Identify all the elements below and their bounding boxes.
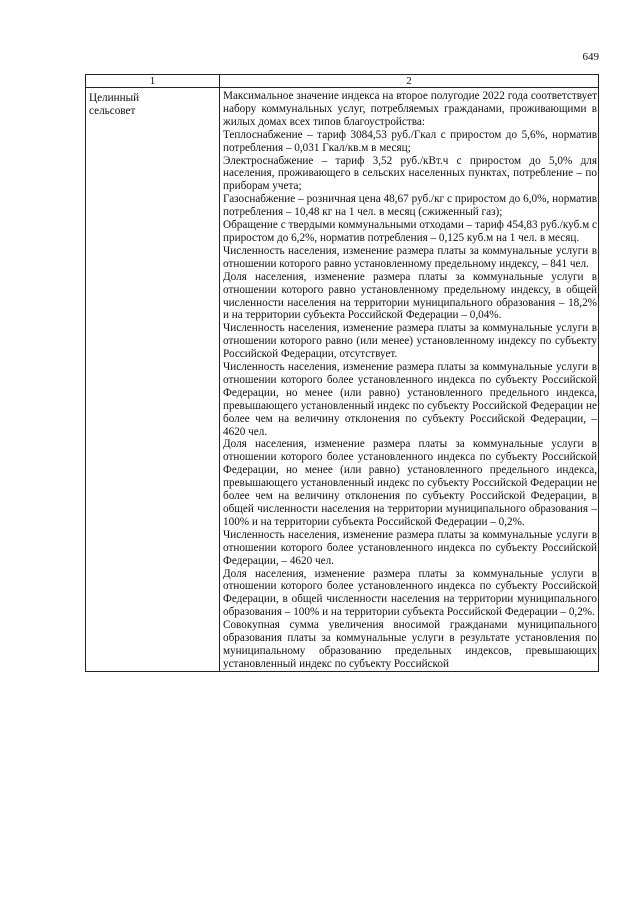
paragraph-electricity: Электроснабжение – тариф 3,52 руб./кВт.ч с приростом до 5,0% для населения, проживающего в сельских населенных пунктах, потребление – по приборам учета; <box>223 154 597 193</box>
column-header-1: 1 <box>86 75 220 88</box>
description-cell <box>220 88 599 672</box>
municipality-name-line-1: Целинный <box>89 92 140 104</box>
municipality-name-line-2: сельсовет <box>89 105 136 117</box>
table-row <box>86 88 599 672</box>
paragraph-share-equal: Доля населения, изменение размера платы за коммунальные услуги в отношении которого равно установленному предельному индексу, в общей численности населения на территории муниципального образования – 18,2% и на территории субъекта Российской Федерации – 0,04%. <box>223 270 597 322</box>
column-header-2: 2 <box>220 75 599 88</box>
paragraph-index-intro: Максимальное значение индекса на второе полугодие 2022 года соответствует набору коммунальных услуг, потребляемых гражданами, проживающими в жилых домах всех типов благоустройства: <box>223 90 597 128</box>
paragraph-population-equal: Численность населения, изменение размера платы за коммунальные услуги в отношении которого равно установленному предельному индексу, – 841 чел. <box>223 244 597 270</box>
paragraph-share-deviation: Доля населения, изменение размера платы за коммунальные услуги в отношении которого более установленного индекса по субъекту Российской Федерации, но менее (или равно) установленного предельного индекса, превышающего установленный индекс по субъекту Российской Федерации не более чем на величину отклонения по субъекту Российской Федерации, в общей численности населения на территории муниципального образования – 100% и на территории субъекта Российской Федерации – 0,2%. <box>223 438 597 528</box>
paragraph-population-less: Численность населения, изменение размера платы за коммунальные услуги в отношении которого равно (или менее) установленному индексу по субъекту Российской Федерации, отсутствует. <box>223 322 597 361</box>
paragraph-share-above: Доля населения, изменение размера платы за коммунальные услуги в отношении которого более установленного индекса по субъекту Российской Федерации, в общей численности населения на территории муниципального образования – 100% и на территории субъекта Российской Федерации – 0,2%. <box>223 567 597 619</box>
paragraph-population-above: Численность населения, изменение размера платы за коммунальные услуги в отношении которого более установленного индекса по субъекту Российской Федерации, – 4620 чел. <box>223 528 597 567</box>
paragraph-solid-waste: Обращение с твердыми коммунальными отходами – тариф 454,83 руб./куб.м с приростом до 6,2%, норматив потребления – 0,125 куб.м на 1 чел. в месяц. <box>223 219 597 244</box>
municipality-cell <box>86 88 220 672</box>
paragraph-gas-supply: Газоснабжение – розничная цена 48,67 руб./кг с приростом до 6,0%, норматив потребления – 10,48 кг на 1 чел. в месяц (сжиженный газ); <box>223 193 597 219</box>
paragraph-total-increase: Совокупная сумма увеличения вносимой гражданами муниципального образования платы за коммунальные услуги в результате установления по муниципальному образованию предельных индексов, превышающих установленный индекс по субъекту Российской <box>223 619 597 670</box>
document-table <box>85 74 599 672</box>
paragraph-heat-supply: Теплоснабжение – тариф 3084,53 руб./Гкал с приростом до 5,6%, норматив потребления – 0,031 Гкал/кв.м в месяц; <box>223 128 597 154</box>
table-header-row <box>86 75 599 88</box>
page-number: 649 <box>582 51 599 63</box>
paragraph-population-deviation: Численность населения, изменение размера платы за коммунальные услуги в отношении которого более установленного индекса по субъекту Российской Федерации, но менее (или равно) установленного предельного индекса, превышающего установленный индекс по субъекту Российской Федерации не более чем на величину отклонения по субъекту Российской Федерации, – 4620 чел. <box>223 361 597 438</box>
